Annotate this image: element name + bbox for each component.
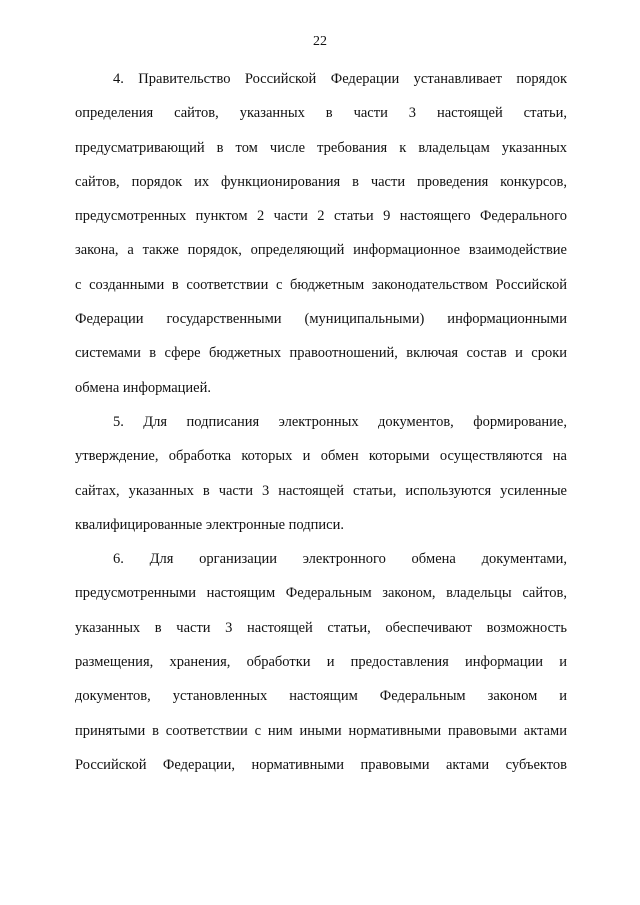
text-line: принятыми в соответствии с ним иными нормативными правовыми актами <box>75 722 567 739</box>
text-line: сайтах, указанных в части 3 настоящей статьи, используются усиленные <box>75 482 567 499</box>
text-line: предусмотренными настоящим Федеральным законом, владельцы сайтов, <box>75 585 567 602</box>
text-line: Российской Федерации, нормативными правовыми актами субъектов <box>75 756 567 773</box>
paragraph-5 <box>75 413 567 550</box>
text-line: утверждение, обработка которых и обмен которыми осуществляются на <box>75 448 567 465</box>
text-line: обмена информацией. <box>75 379 211 396</box>
paragraph-4 <box>75 70 567 413</box>
text-line: 5. Для подписания электронных документов, формирование, <box>113 413 567 430</box>
text-line: квалифицированные электронные подписи. <box>75 516 344 533</box>
text-line: размещения, хранения, обработки и предоставления информации и <box>75 654 567 671</box>
text-line: 4. Правительство Российской Федерации устанавливает порядок <box>113 71 567 87</box>
text-line: предусматривающий в том числе требования к владельцам указанных <box>75 139 567 156</box>
page-number: 22 <box>313 34 327 49</box>
text-line: сайтов, порядок их функционирования в части проведения конкурсов, <box>75 173 567 190</box>
text-line: с созданными в соответствии с бюджетным законодательством Российской <box>75 276 567 293</box>
text-line: документов, установленных настоящим Федеральным законом и <box>75 688 567 705</box>
paragraph-6 <box>75 550 567 790</box>
document-body <box>75 70 567 790</box>
text-line: системами в сфере бюджетных правоотношений, включая состав и сроки <box>75 345 567 362</box>
text-line: указанных в части 3 настоящей статьи, обеспечивают возможность <box>75 619 567 636</box>
text-line: 6. Для организации электронного обмена документами, <box>113 551 567 568</box>
text-line: предусмотренных пунктом 2 части 2 статьи 9 настоящего Федерального <box>75 208 567 225</box>
text-line: определения сайтов, указанных в части 3 настоящей статьи, <box>75 105 567 122</box>
text-line: закона, а также порядок, определяющий информационное взаимодействие <box>75 242 567 259</box>
text-line: Федерации государственными (муниципальными) информационными <box>75 311 567 328</box>
